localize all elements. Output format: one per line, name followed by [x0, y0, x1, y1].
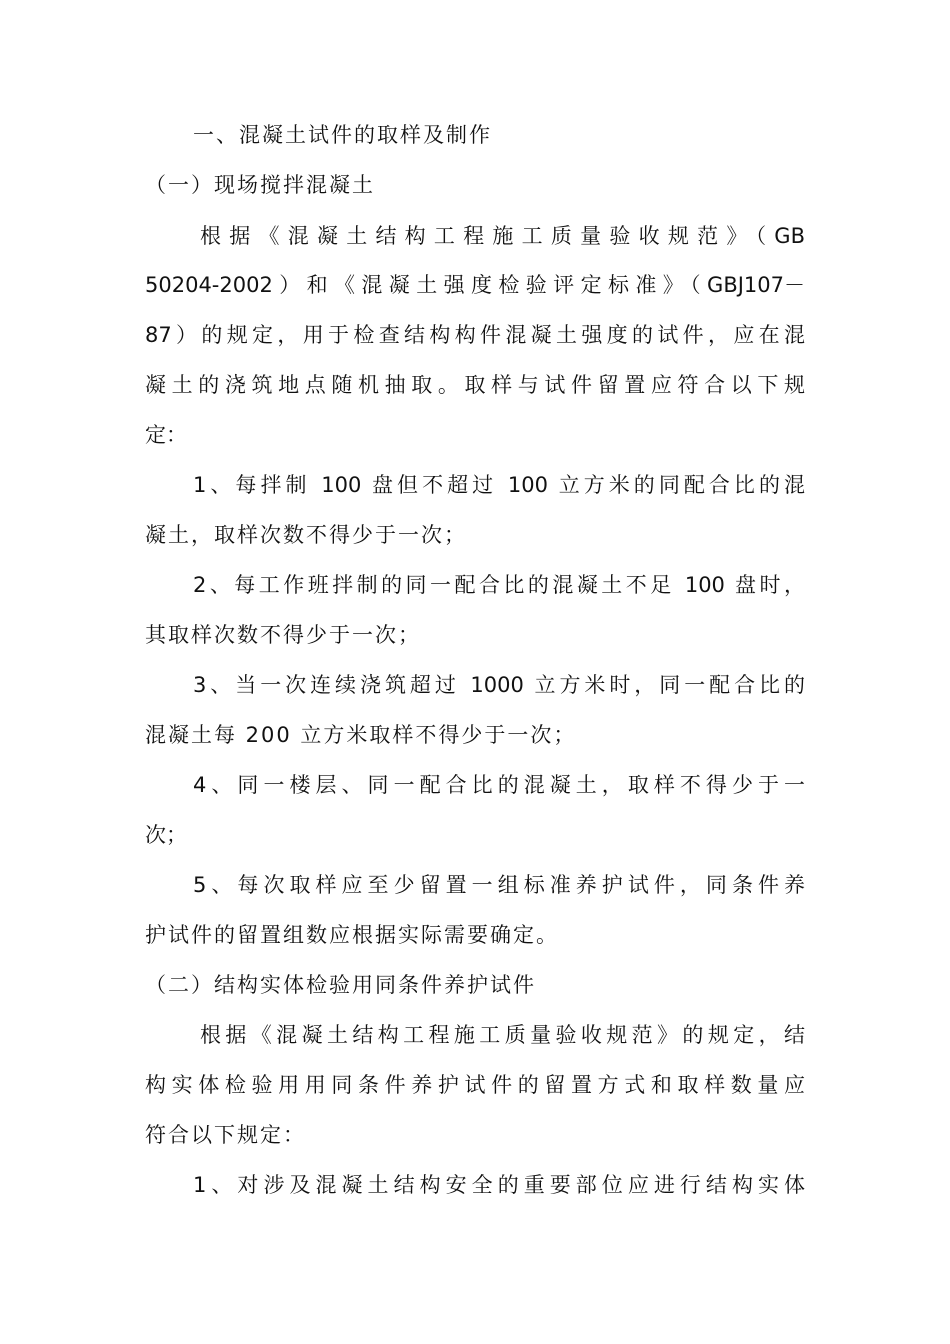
section-2-intro-line-2: 构实体检验用用同条件养护试件的留置方式和取样数量应 [145, 1073, 805, 1097]
section-1-intro-line-5: 定： [145, 423, 187, 447]
section-2-intro-line-1: 根据《混凝土结构工程施工质量验收规范》的规定，结 [200, 1023, 805, 1047]
section-1-item-4-line-2: 次； [145, 823, 187, 847]
section-2-heading: （二）结构实体检验用同条件养护试件 [145, 973, 536, 997]
section-2-intro-line-3: 符合以下规定： [145, 1123, 306, 1147]
section-1-item-5-line-2: 护试件的留置组数应根据实际需要确定。 [145, 923, 559, 947]
section-1-item-2-line-2: 其取样次数不得少于一次； [145, 623, 421, 647]
section-1-item-5-line-1: 5、每次取样应至少留置一组标准养护试件，同条件养 [193, 873, 805, 897]
section-1-intro-line-2: 50204-2002）和《混凝土强度检验评定标准》（GBJ107－ [145, 273, 805, 297]
section-1-intro-line-4: 凝土的浇筑地点随机抽取。取样与试件留置应符合以下规 [145, 373, 805, 397]
section-2-item-1-line-1: 1、对涉及混凝土结构安全的重要部位应进行结构实体 [193, 1173, 805, 1197]
section-1-item-3-line-1: 3、当一次连续浇筑超过 1000 立方米时，同一配合比的 [193, 673, 805, 697]
section-1-item-4-line-1: 4、同一楼层、同一配合比的混凝土，取样不得少于一 [193, 773, 805, 797]
section-1-intro-line-1: 根据《混凝土结构工程施工质量验收规范》（GB [200, 224, 805, 248]
section-1-item-2-line-1: 2、每工作班拌制的同一配合比的混凝土不足 100 盘时， [193, 573, 805, 597]
section-1-item-1-line-1: 1、每拌制 100 盘但不超过 100 立方米的同配合比的混 [193, 473, 805, 497]
section-1-item-1-line-2: 凝土，取样次数不得少于一次； [145, 523, 467, 547]
section-1-item-3-line-2: 混凝土每 200 立方米取样不得少于一次； [145, 723, 577, 747]
document-title: 一、混凝土试件的取样及制作 [193, 123, 492, 147]
section-1-heading: （一）现场搅拌混凝土 [145, 173, 375, 197]
section-1-intro-line-3: 87）的规定，用于检查结构构件混凝土强度的试件，应在混 [145, 323, 805, 347]
